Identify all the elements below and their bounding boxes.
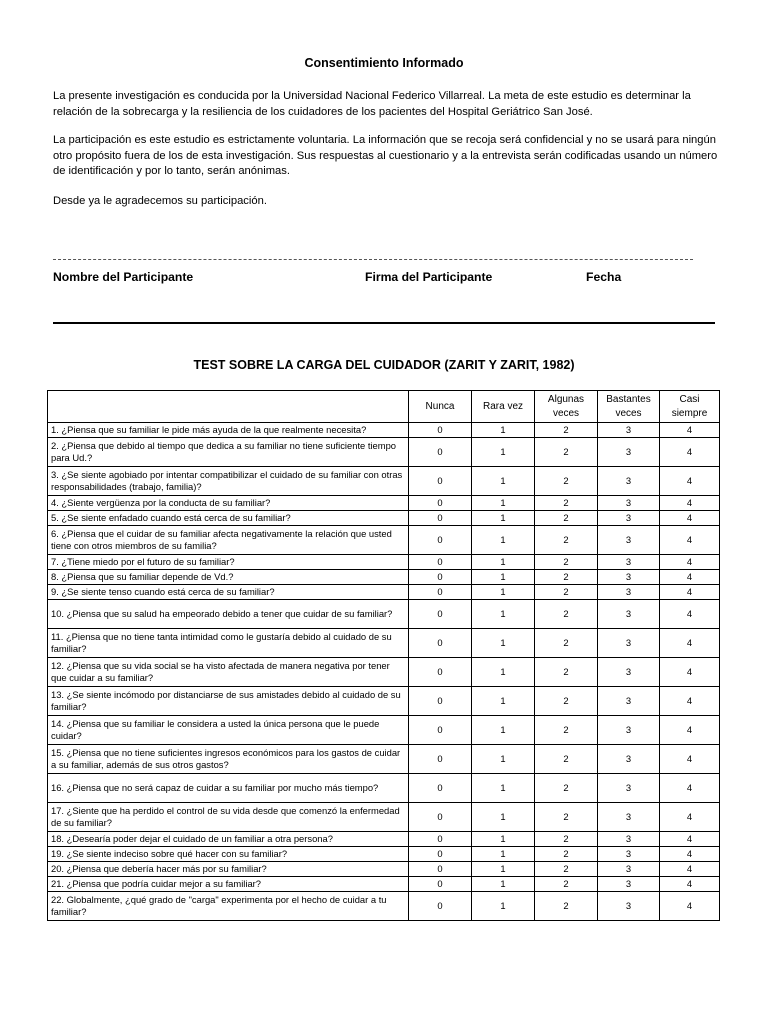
score-cell[interactable]: 0 (409, 774, 472, 803)
table-row (48, 467, 720, 496)
question-text: 21. ¿Piensa que podría cuidar mejor a su familiar? (48, 877, 409, 892)
score-cell[interactable]: 2 (535, 745, 598, 774)
score-cell[interactable]: 4 (660, 862, 720, 877)
zarit-test-table (47, 390, 720, 921)
score-cell[interactable]: 2 (535, 862, 598, 877)
score-cell[interactable]: 3 (598, 687, 660, 716)
question-text: 10. ¿Piensa que su salud ha empeorado debido a tener que cuidar de su familiar? (48, 600, 409, 629)
signature-dashed-line (53, 259, 693, 260)
score-cell[interactable]: 2 (535, 803, 598, 832)
table-row (48, 496, 720, 511)
table-row (48, 570, 720, 585)
score-cell[interactable]: 3 (598, 438, 660, 467)
table-row (48, 832, 720, 847)
score-cell[interactable]: 2 (535, 629, 598, 658)
question-text: 5. ¿Se siente enfadado cuando está cerca de su familiar? (48, 511, 409, 526)
score-cell[interactable]: 4 (660, 687, 720, 716)
score-cell[interactable]: 1 (472, 774, 535, 803)
score-cell[interactable]: 1 (472, 438, 535, 467)
score-cell[interactable]: 3 (598, 526, 660, 555)
score-cell[interactable]: 2 (535, 511, 598, 526)
table-row (48, 892, 720, 921)
question-column-header (48, 391, 409, 423)
score-cell[interactable]: 3 (598, 496, 660, 511)
column-header: Rara vez (472, 391, 535, 423)
table-row (48, 658, 720, 687)
score-cell[interactable]: 1 (472, 526, 535, 555)
score-cell[interactable]: 2 (535, 423, 598, 438)
table-row (48, 862, 720, 877)
question-text: 6. ¿Piensa que el cuidar de su familiar afecta negativamente la relación que usted tiene con otros miembros de su familia? (48, 526, 409, 555)
score-cell[interactable]: 0 (409, 862, 472, 877)
score-cell[interactable]: 4 (660, 745, 720, 774)
score-cell[interactable]: 0 (409, 658, 472, 687)
score-cell[interactable]: 1 (472, 862, 535, 877)
score-cell[interactable]: 3 (598, 892, 660, 921)
score-cell[interactable]: 4 (660, 716, 720, 745)
score-cell[interactable]: 3 (598, 658, 660, 687)
score-cell[interactable]: 4 (660, 847, 720, 862)
score-cell[interactable]: 0 (409, 423, 472, 438)
score-cell[interactable]: 3 (598, 877, 660, 892)
consent-paragraph-1: La presente investigación es conducida por la Universidad Nacional Federico Villarreal. La meta de este estudio es determinar la relación de la sobrecarga y la resiliencia de los cuidadores de los pacientes del Hospital Geriátrico San José. (53, 90, 691, 118)
score-cell[interactable]: 2 (535, 555, 598, 570)
consent-paragraph-3: Desde ya le agradecemos su participación. (53, 195, 267, 207)
score-cell[interactable]: 0 (409, 526, 472, 555)
score-cell[interactable]: 4 (660, 467, 720, 496)
score-cell[interactable]: 3 (598, 629, 660, 658)
score-cell[interactable]: 2 (535, 496, 598, 511)
table-row (48, 847, 720, 862)
score-cell[interactable]: 3 (598, 423, 660, 438)
test-title: TEST SOBRE LA CARGA DEL CUIDADOR (ZARIT Y ZARIT, 1982) (193, 358, 575, 372)
question-text: 19. ¿Se siente indeciso sobre qué hacer con su familiar? (48, 847, 409, 862)
participant-signature-label: Firma del Participante (365, 270, 493, 284)
score-cell[interactable]: 2 (535, 585, 598, 600)
participant-name-label: Nombre del Participante (53, 270, 194, 284)
question-text: 16. ¿Piensa que no será capaz de cuidar a su familiar por mucho más tiempo? (48, 774, 409, 803)
score-cell[interactable]: 4 (660, 438, 720, 467)
score-cell[interactable]: 2 (535, 658, 598, 687)
score-cell[interactable]: 4 (660, 600, 720, 629)
score-cell[interactable]: 3 (598, 467, 660, 496)
score-cell[interactable]: 2 (535, 570, 598, 585)
score-cell[interactable]: 1 (472, 847, 535, 862)
score-cell[interactable]: 0 (409, 438, 472, 467)
score-cell[interactable]: 4 (660, 629, 720, 658)
question-text: 8. ¿Piensa que su familiar depende de Vd.? (48, 570, 409, 585)
score-cell[interactable]: 1 (472, 585, 535, 600)
table-row (48, 745, 720, 774)
table-header-row (48, 391, 720, 423)
table-row (48, 438, 720, 467)
score-cell[interactable]: 1 (472, 467, 535, 496)
score-cell[interactable]: 2 (535, 892, 598, 921)
table-row (48, 716, 720, 745)
score-cell[interactable]: 2 (535, 600, 598, 629)
table-row (48, 511, 720, 526)
score-cell[interactable]: 1 (472, 716, 535, 745)
score-cell[interactable]: 0 (409, 570, 472, 585)
score-cell[interactable]: 0 (409, 585, 472, 600)
score-cell[interactable]: 4 (660, 423, 720, 438)
question-text: 22. Globalmente, ¿qué grado de "carga" experimenta por el hecho de cuidar a tu familiar? (48, 892, 409, 921)
score-cell[interactable]: 3 (598, 555, 660, 570)
question-text: 15. ¿Piensa que no tiene suficientes ingresos económicos para los gastos de cuidar a su familiar, además de sus otros gastos? (48, 745, 409, 774)
score-cell[interactable]: 2 (535, 467, 598, 496)
score-cell[interactable]: 0 (409, 600, 472, 629)
score-cell[interactable]: 2 (535, 877, 598, 892)
table-row (48, 600, 720, 629)
question-text: 17. ¿Siente que ha perdido el control de su vida desde que comenzó la enfermedad de su familiar? (48, 803, 409, 832)
table-row (48, 774, 720, 803)
score-cell[interactable]: 3 (598, 570, 660, 585)
score-cell[interactable]: 4 (660, 774, 720, 803)
score-cell[interactable]: 4 (660, 526, 720, 555)
score-cell[interactable]: 0 (409, 745, 472, 774)
score-cell[interactable]: 0 (409, 629, 472, 658)
score-cell[interactable]: 1 (472, 803, 535, 832)
table-row (48, 687, 720, 716)
score-cell[interactable]: 1 (472, 658, 535, 687)
score-cell[interactable]: 2 (535, 687, 598, 716)
score-cell[interactable]: 1 (472, 832, 535, 847)
score-cell[interactable]: 3 (598, 862, 660, 877)
table-row (48, 526, 720, 555)
score-cell[interactable]: 3 (598, 745, 660, 774)
question-text: 11. ¿Piensa que no tiene tanta intimidad como le gustaría debido al cuidado de su familiar? (48, 629, 409, 658)
score-cell[interactable]: 0 (409, 496, 472, 511)
score-cell[interactable]: 4 (660, 585, 720, 600)
score-cell[interactable]: 4 (660, 832, 720, 847)
score-cell[interactable]: 4 (660, 511, 720, 526)
score-cell[interactable]: 1 (472, 629, 535, 658)
question-text: 9. ¿Se siente tenso cuando está cerca de su familiar? (48, 585, 409, 600)
table-row (48, 629, 720, 658)
table-row (48, 423, 720, 438)
score-cell[interactable]: 0 (409, 511, 472, 526)
table-row (48, 803, 720, 832)
section-divider (53, 322, 715, 324)
score-cell[interactable]: 4 (660, 496, 720, 511)
score-cell[interactable]: 4 (660, 892, 720, 921)
score-cell[interactable]: 0 (409, 847, 472, 862)
score-cell[interactable]: 0 (409, 555, 472, 570)
score-cell[interactable]: 1 (472, 555, 535, 570)
score-cell[interactable]: 1 (472, 496, 535, 511)
score-cell[interactable]: 3 (598, 511, 660, 526)
score-cell[interactable]: 0 (409, 877, 472, 892)
score-cell[interactable]: 4 (660, 658, 720, 687)
score-cell[interactable]: 4 (660, 555, 720, 570)
consent-paragraph-2: La participación es este estudio es estrictamente voluntaria. La información que se recoja será confidencial y no se usará para ningún otro propósito fuera de los de esta investigación. Sus respuestas al cuestionario y a la entrevista serán codificadas usando un número de identificación y por lo tanto, serán anónimas. (53, 134, 718, 177)
score-cell[interactable]: 1 (472, 745, 535, 774)
score-cell[interactable]: 0 (409, 803, 472, 832)
score-cell[interactable]: 2 (535, 438, 598, 467)
score-cell[interactable]: 3 (598, 585, 660, 600)
score-cell[interactable]: 4 (660, 877, 720, 892)
score-cell[interactable]: 2 (535, 847, 598, 862)
score-cell[interactable]: 2 (535, 832, 598, 847)
score-cell[interactable]: 1 (472, 892, 535, 921)
score-cell[interactable]: 3 (598, 774, 660, 803)
question-text: 2. ¿Piensa que debido al tiempo que dedica a su familiar no tiene suficiente tiempo para Ud.? (48, 438, 409, 467)
score-cell[interactable]: 1 (472, 570, 535, 585)
question-text: 13. ¿Se siente incómodo por distanciarse de sus amistades debido al cuidado de su familiar? (48, 687, 409, 716)
column-header: Casi siempre (660, 391, 720, 423)
score-cell[interactable]: 2 (535, 716, 598, 745)
consent-title: Consentimiento Informado (304, 56, 464, 70)
table-body (48, 423, 720, 921)
score-cell[interactable]: 1 (472, 877, 535, 892)
score-cell[interactable]: 2 (535, 526, 598, 555)
question-text: 20. ¿Piensa que debería hacer más por su familiar? (48, 862, 409, 877)
question-text: 1. ¿Piensa que su familiar le pide más ayuda de la que realmente necesita? (48, 423, 409, 438)
date-label: Fecha (586, 270, 622, 284)
question-text: 18. ¿Desearía poder dejar el cuidado de un familiar a otra persona? (48, 832, 409, 847)
score-cell[interactable]: 1 (472, 600, 535, 629)
score-cell[interactable]: 1 (472, 687, 535, 716)
score-cell[interactable]: 0 (409, 892, 472, 921)
question-text: 4. ¿Siente vergüenza por la conducta de su familiar? (48, 496, 409, 511)
score-cell[interactable]: 2 (535, 774, 598, 803)
question-text: 14. ¿Piensa que su familiar le considera a usted la única persona que le puede cuidar? (48, 716, 409, 745)
score-cell[interactable]: 3 (598, 847, 660, 862)
column-header: Bastantes veces (598, 391, 660, 423)
score-cell[interactable]: 3 (598, 716, 660, 745)
score-cell[interactable]: 0 (409, 687, 472, 716)
column-header: Nunca (409, 391, 472, 423)
score-cell[interactable]: 3 (598, 803, 660, 832)
table-row (48, 585, 720, 600)
question-text: 12. ¿Piensa que su vida social se ha visto afectada de manera negativa por tener que cuidar a su familiar? (48, 658, 409, 687)
score-cell[interactable]: 0 (409, 716, 472, 745)
score-cell[interactable]: 4 (660, 803, 720, 832)
score-cell[interactable]: 1 (472, 511, 535, 526)
score-cell[interactable]: 3 (598, 600, 660, 629)
score-cell[interactable]: 4 (660, 570, 720, 585)
score-cell[interactable]: 3 (598, 832, 660, 847)
score-cell[interactable]: 1 (472, 423, 535, 438)
score-cell[interactable]: 0 (409, 467, 472, 496)
column-header: Algunas veces (535, 391, 598, 423)
question-text: 7. ¿Tiene miedo por el futuro de su familiar? (48, 555, 409, 570)
question-text: 3. ¿Se siente agobiado por intentar compatibilizar el cuidado de su familiar con otras responsabilidades (trabajo, familia)? (48, 467, 409, 496)
score-cell[interactable]: 0 (409, 832, 472, 847)
table-row (48, 877, 720, 892)
table-row (48, 555, 720, 570)
